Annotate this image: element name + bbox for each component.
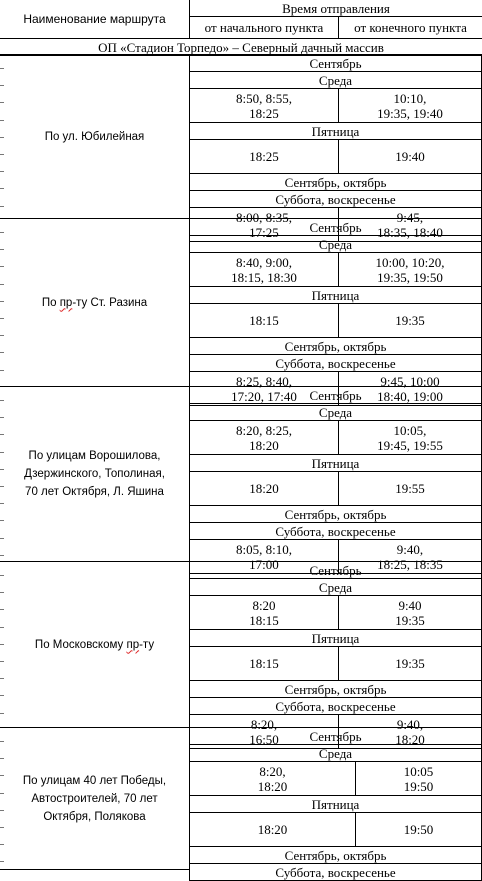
cell-text: 19:40 <box>395 149 425 164</box>
cell-text: Среда <box>318 404 353 420</box>
departure-end-cell <box>338 88 482 123</box>
left-margin-tick <box>0 775 4 776</box>
left-margin-tick <box>0 452 4 453</box>
left-margin-tick <box>0 741 4 742</box>
cell-text: 8:25, 8:40, 17:20, 17:40 <box>231 373 297 404</box>
left-margin-tick <box>0 592 4 593</box>
departure-start-cell <box>189 595 339 630</box>
period-header <box>189 218 482 236</box>
departure-end-cell <box>338 420 482 455</box>
day-header <box>189 744 482 762</box>
route-name-cell <box>0 386 190 562</box>
cell-text: Сентябрь, октябрь <box>284 338 387 354</box>
left-margin-tick <box>0 810 4 811</box>
route-name-part: По Московскому <box>34 638 127 651</box>
left-margin-tick <box>0 538 4 539</box>
departure-start-cell <box>189 139 339 174</box>
left-margin-tick <box>0 154 4 155</box>
cell-text: Пятница <box>311 455 360 471</box>
departure-time-header: Время отправления <box>189 0 482 17</box>
route-name-cell <box>0 561 190 728</box>
route-name <box>35 636 154 654</box>
departure-end-cell <box>355 761 482 796</box>
period-header <box>189 54 482 72</box>
departure-start-cell <box>189 812 356 847</box>
departure-end-cell <box>338 303 482 338</box>
left-margin-tick <box>0 713 4 714</box>
cell-text: 10:05, 19:45, 19:55 <box>377 422 443 453</box>
left-margin-tick <box>0 85 4 86</box>
cell-text: Сентябрь <box>309 728 362 744</box>
cell-text: Пятница <box>311 796 360 812</box>
cell-text: Сентябрь <box>309 219 362 235</box>
departure-end-cell <box>355 812 482 847</box>
day-header <box>189 403 482 421</box>
cell-text: 10:05 19:50 <box>403 763 434 794</box>
departure-start-cell <box>189 88 339 123</box>
cell-text: 9:45, 18:35, 18:40 <box>377 209 443 240</box>
day-header <box>189 795 482 813</box>
left-margin-tick <box>0 661 4 662</box>
left-margin-tick <box>0 793 4 794</box>
day-header <box>189 354 482 372</box>
cell-text: 19:35 <box>395 656 425 671</box>
left-margin-tick <box>0 301 4 302</box>
cell-text: 10:10, 19:35, 19:40 <box>377 90 443 121</box>
left-margin-tick <box>0 503 4 504</box>
left-margin-tick <box>0 400 4 401</box>
cell-text: 8:40, 9:00, 18:15, 18:30 <box>231 254 297 285</box>
cell-text: Суббота, воскресенье <box>275 191 396 207</box>
cell-text: По улицам 40 лет Победы, Автостроителей, 70 лет Октября, Полякова <box>22 774 167 823</box>
period-header <box>189 727 482 745</box>
left-margin-tick <box>0 486 4 487</box>
cell-text: Пятница <box>311 123 360 139</box>
cell-text: Среда <box>318 745 353 761</box>
left-margin-tick <box>0 575 4 576</box>
route-name-header: Наименование маршрута <box>0 0 190 39</box>
cell-text: Среда <box>318 579 353 595</box>
departure-start-cell <box>189 252 339 287</box>
route-name-part: По <box>41 296 60 309</box>
period-header <box>189 846 482 864</box>
cell-text: Сентябрь, октябрь <box>284 506 387 522</box>
period-header <box>189 386 482 404</box>
day-header <box>189 235 482 253</box>
departure-end-cell <box>338 646 482 681</box>
left-margin-tick <box>0 137 4 138</box>
cell-text: 10:00, 10:20, 19:35, 19:50 <box>375 254 445 285</box>
cell-text: 8:00, 8:35, 17:25 <box>236 209 292 240</box>
cell-text: 9:45, 10:00 18:40, 19:00 <box>377 373 443 404</box>
left-margin-tick <box>0 318 4 319</box>
left-margin-tick <box>0 335 4 336</box>
left-margin-tick <box>0 120 4 121</box>
period-header <box>189 561 482 579</box>
departure-start-cell <box>189 420 339 455</box>
cell-text: 18:25 <box>249 149 279 164</box>
cell-text: 18:15 <box>249 656 279 671</box>
route-name-part: пр <box>59 296 73 309</box>
left-margin-tick <box>0 206 4 207</box>
departure-end-cell <box>338 252 482 287</box>
left-margin-tick <box>0 555 4 556</box>
day-header <box>189 863 482 881</box>
left-margin-tick <box>0 417 4 418</box>
left-margin-tick <box>0 370 4 371</box>
cell-text: 19:50 <box>403 822 434 837</box>
cell-text: 8:20, 8:25, 18:20 <box>236 422 292 453</box>
from-end-header: от конечного пункта <box>338 16 482 39</box>
route-name-cell <box>0 727 190 870</box>
left-margin-tick <box>0 644 4 645</box>
cell-text: 8:20, 18:20 <box>257 763 288 794</box>
left-margin-tick <box>0 861 4 862</box>
left-margin-tick <box>0 171 4 172</box>
period-header <box>189 337 482 355</box>
left-margin-tick <box>0 284 4 285</box>
left-margin-tick <box>0 188 4 189</box>
day-header <box>189 122 482 140</box>
left-margin-tick <box>0 352 4 353</box>
route-name-cell <box>0 218 190 387</box>
cell-text: 8:50, 8:55, 18:25 <box>236 90 292 121</box>
section-title: ОП «Стадион Торпедо» – Северный дачный массив <box>0 38 482 56</box>
cell-text: 8:05, 8:10, 17:00 <box>236 541 292 572</box>
left-margin-tick <box>0 520 4 521</box>
cell-text: 18:20 <box>249 481 279 496</box>
period-header <box>189 680 482 698</box>
cell-text: Сентябрь, октябрь <box>284 174 387 190</box>
left-margin-tick <box>0 232 4 233</box>
left-margin-tick <box>0 469 4 470</box>
route-name-part: -ту <box>139 638 155 651</box>
period-header <box>189 173 482 191</box>
cell-text: Среда <box>318 72 353 88</box>
cell-text: Пятница <box>311 287 360 303</box>
departure-start-cell <box>189 303 339 338</box>
cell-text: Сентябрь, октябрь <box>284 847 387 863</box>
departure-start-cell <box>189 761 356 796</box>
cell-text: Сентябрь <box>309 55 362 71</box>
left-margin-tick <box>0 266 4 267</box>
left-margin-tick <box>0 609 4 610</box>
left-margin-tick <box>0 827 4 828</box>
cell-text: Суббота, воскресенье <box>275 355 396 371</box>
cell-text: По ул. Юбилейная <box>44 130 145 143</box>
route-name-part: -ту Ст. Разина <box>72 296 148 309</box>
departure-end-cell <box>338 139 482 174</box>
route-name-cell <box>0 54 190 219</box>
left-margin-tick <box>0 758 4 759</box>
from-start-header: от начального пункта <box>189 16 339 39</box>
left-margin-tick <box>0 68 4 69</box>
day-header <box>189 190 482 208</box>
cell-text: 8:20, 16:50 <box>249 716 279 747</box>
cell-text: 19:35 <box>395 313 425 328</box>
cell-text: Сентябрь <box>309 387 362 403</box>
cell-text: 19:55 <box>395 481 425 496</box>
day-header <box>189 454 482 472</box>
cell-text: 18:15 <box>249 313 279 328</box>
left-margin-tick <box>0 102 4 103</box>
departure-start-cell <box>189 471 339 506</box>
day-header <box>189 522 482 540</box>
day-header <box>189 629 482 647</box>
departure-start-cell <box>189 646 339 681</box>
left-margin-tick <box>0 627 4 628</box>
cell-text: Суббота, воскресенье <box>275 523 396 539</box>
cell-text: По улицам Ворошилова, Дзержинского, Тополиная, 70 лет Октября, Л. Яшина <box>24 450 165 498</box>
left-margin-tick <box>0 678 4 679</box>
cell-text: 18:20 <box>257 822 288 837</box>
cell-text: 9:40, 18:25, 18:35 <box>377 541 443 572</box>
cell-text: Суббота, воскресенье <box>275 864 396 880</box>
left-margin-tick <box>0 434 4 435</box>
departure-end-cell <box>338 471 482 506</box>
cell-text: Суббота, воскресенье <box>275 698 396 714</box>
departure-end-cell <box>338 595 482 630</box>
period-header <box>189 505 482 523</box>
left-margin-tick <box>0 249 4 250</box>
day-header <box>189 697 482 715</box>
cell-text: 9:40, 18:20 <box>395 716 425 747</box>
left-margin-tick <box>0 695 4 696</box>
route-name-part: пр <box>126 638 140 651</box>
cell-text: Сентябрь, октябрь <box>284 681 387 697</box>
left-margin-tick <box>0 844 4 845</box>
cell-text: Сентябрь <box>309 562 362 578</box>
day-header <box>189 578 482 596</box>
route-name <box>42 294 147 312</box>
cell-text: 8:20 18:15 <box>249 597 279 628</box>
cell-text: Среда <box>318 236 353 252</box>
day-header <box>189 71 482 89</box>
cell-text: Пятница <box>311 630 360 646</box>
cell-text: 9:40 19:35 <box>395 597 425 628</box>
day-header <box>189 286 482 304</box>
